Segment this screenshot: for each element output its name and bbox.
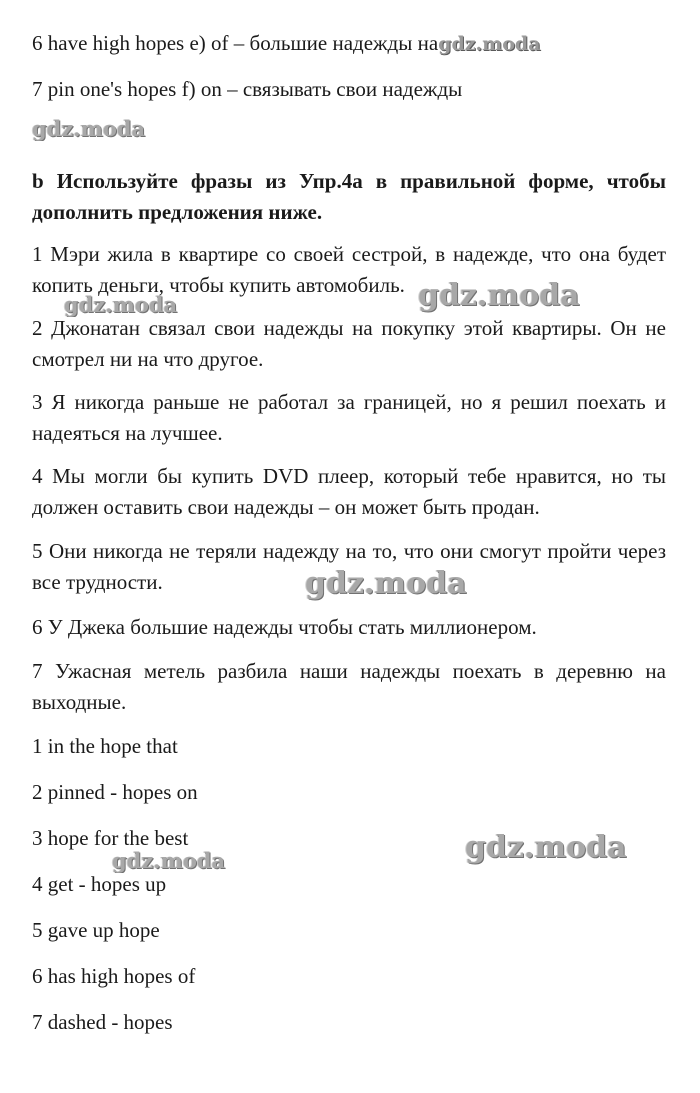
watermark: gdz.moda xyxy=(305,566,467,601)
sentence-2: 2 Джонатан связал свои надежды на покупку этой квартиры. Он не смотрел ни на что другое. xyxy=(32,316,666,371)
watermark: gdz.moda xyxy=(64,292,178,317)
sentence-3: 3 Я никогда раньше не работал за границей, но я решил поехать и надеяться на лучшее. xyxy=(32,390,666,445)
watermark-inline: gdz.moda xyxy=(438,33,541,55)
sentence-1: 1 Мэри жила в квартире со своей сестрой, в надежде, что она будет копить деньги, чтобы купить автомобиль. xyxy=(32,242,666,297)
answer-6: 6 has high hopes of xyxy=(32,964,196,988)
sentence-6: 6 У Джека большие надежды чтобы стать миллионером. xyxy=(32,615,537,639)
vocab-line-6 xyxy=(32,28,666,60)
watermark: gdz.moda xyxy=(32,116,146,141)
answer-4: 4 get - hopes up xyxy=(32,872,167,896)
sentence-7: 7 Ужасная метель разбила наши надежды поехать в деревню на выходные. xyxy=(32,659,666,714)
vocab-line-7: 7 pin one's hopes f) on – связывать свои надежды xyxy=(32,77,463,101)
watermark: gdz.moda xyxy=(418,278,580,313)
answer-5: 5 gave up hope xyxy=(32,918,160,942)
sentence-5: 5 Они никогда не теряли надежду на то, что они смогут пройти через все трудности. xyxy=(32,539,666,594)
sentence-4: 4 Мы могли бы купить DVD плеер, который тебе нравится, но ты должен оставить свои надежды – он может быть продан. xyxy=(32,464,666,519)
instruction-heading: b Используйте фразы из Упр.4a в правильной форме, чтобы дополнить предложения ниже. xyxy=(32,169,666,224)
answer-7: 7 dashed - hopes xyxy=(32,1010,173,1034)
watermark: gdz.moda xyxy=(465,830,627,865)
watermark: gdz.moda xyxy=(112,848,226,873)
answer-2: 2 pinned - hopes on xyxy=(32,780,198,804)
vocab-text: 6 have high hopes e) of – большие надежды на xyxy=(32,31,439,55)
answer-3: 3 hope for the best xyxy=(32,826,189,850)
answer-1: 1 in the hope that xyxy=(32,734,178,758)
